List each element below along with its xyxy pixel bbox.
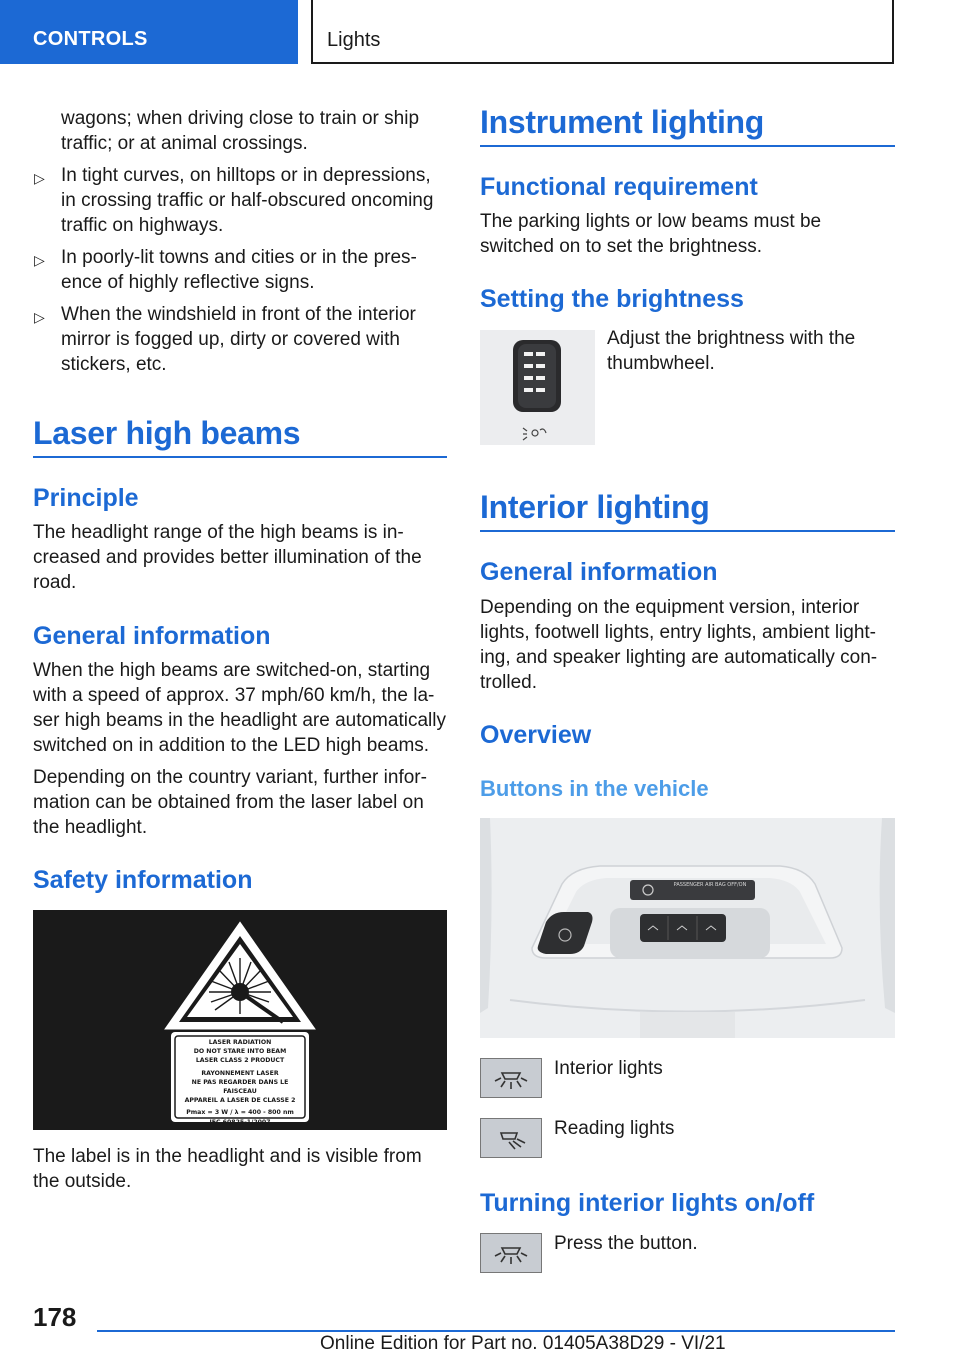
laser-label-line: LASER CLASS 2 PRODUCT [195,1057,285,1065]
bullet-1-line-3: traffic on highways. [61,215,224,236]
laser-label-line: IEC 60825-1/2007 [209,1118,271,1126]
console-label-offon: OFF/ON [727,882,747,888]
console-label-passenger: PASSENGER [673,882,704,888]
thumbwheel-icon [480,330,595,445]
continuation-line-1: wagons; when driving close to train or ship [61,108,420,129]
bullet-3-line-3: stickers, etc. [61,354,167,375]
interior-lights-label: Interior lights [554,1058,663,1079]
footer-rule [97,1330,895,1332]
laser-label-line: RAYONNEMENT LASER [201,1069,279,1077]
interior-general-line-1: Depending on the equipment version, interior [480,597,860,618]
section-label: CONTROLS [33,28,148,50]
general-p1-line-3: ser high beams in the headlight are automatically [33,710,446,731]
reading-light-icon [481,1119,541,1157]
reading-lights-label: Reading lights [554,1118,675,1139]
setting-line-2: thumbwheel. [607,353,715,374]
setting-brightness-heading: Setting the brightness [480,285,744,313]
bullet-2-line-2: ence of highly reflective signs. [61,272,315,293]
chapter-label: Lights [327,29,381,51]
bullet-icon: ▷ [34,309,45,325]
label-caption-line-1: The label is in the headlight and is visible from [33,1146,422,1167]
instrument-lighting-heading: Instrument lighting [480,104,765,140]
general-p1-line-1: When the high beams are switched-on, starting [33,660,431,681]
bullet-icon: ▷ [34,252,45,268]
bullet-1-line-2: in crossing traffic or half-obscured oncoming [61,190,434,211]
label-caption-line-2: the outside. [33,1171,132,1192]
principle-heading: Principle [33,484,139,512]
general-p2-line-2: mation can be obtained from the laser label on [33,792,424,813]
general-p2-line-3: the headlight. [33,817,148,838]
bullet-3-line-2: mirror is fogged up, dirty or covered with [61,329,400,350]
functional-requirement-heading: Functional requirement [480,173,758,201]
bullet-1-line-1: In tight curves, on hilltops or in depressions, [61,165,431,186]
heading-rule [480,530,895,532]
heading-rule [33,456,447,458]
press-button-text: Press the button. [554,1233,698,1254]
bullet-icon: ▷ [34,170,45,186]
interior-general-heading: General information [480,558,718,586]
chapter-header [311,0,894,64]
general-info-heading: General information [33,622,271,650]
thumbwheel-image [480,330,595,445]
buttons-in-vehicle-heading: Buttons in the vehicle [480,776,709,801]
bullet-3-line-1: When the windshield in front of the interior [61,304,416,325]
heading-rule [480,145,895,147]
edition-text: Online Edition for Part no. 01405A38D29 - VI/21 [320,1333,726,1354]
laser-label-line: DO NOT STARE INTO BEAM [193,1048,287,1056]
interior-general-line-4: trolled. [480,672,538,693]
safety-info-heading: Safety information [33,866,253,894]
turning-lights-heading: Turning interior lights on/off [480,1189,815,1217]
laser-label-line: Pmax = 3 W / λ = 400 - 800 nm [186,1109,294,1117]
setting-line-1: Adjust the brightness with the [607,328,856,349]
general-p1-line-4: switched on in addition to the LED high beams. [33,735,430,756]
console-label-airbag: AIR BAG [705,882,726,888]
dome-light-icon [481,1234,541,1272]
overhead-console-image [480,818,895,1038]
overhead-console-illustration [480,818,895,1038]
interior-lights-button-icon [480,1233,542,1273]
dome-light-icon [481,1059,541,1097]
principle-line-1: The headlight range of the high beams is in- [33,522,404,543]
interior-general-line-2: lights, footwell lights, entry lights, ambient light- [480,622,877,643]
laser-label-line: APPAREIL A LASER DE CLASSE 2 [184,1097,296,1105]
interior-lights-button-icon [480,1058,542,1098]
interior-general-line-3: ing, and speaker lighting are automatically con- [480,647,878,668]
laser-high-beams-heading: Laser high beams [33,415,301,451]
general-p2-line-1: Depending on the country variant, further infor- [33,767,427,788]
interior-lighting-heading: Interior lighting [480,489,710,525]
laser-label-line: LASER RADIATION [208,1039,272,1046]
principle-line-3: road. [33,572,77,593]
reading-lights-button-icon [480,1118,542,1158]
principle-line-2: creased and provides better illumination of the [33,547,422,568]
functional-line-1: The parking lights or low beams must be [480,211,822,232]
general-p1-line-2: with a speed of approx. 37 mph/60 km/h, the la- [33,685,435,706]
continuation-line-2: traffic; or at animal crossings. [61,133,308,154]
laser-label-image [33,910,447,1130]
functional-line-2: switched on to set the brightness. [480,236,762,257]
section-tab [0,0,298,64]
overview-heading: Overview [480,721,592,749]
bullet-2-line-1: In poorly-lit towns and cities or in the pres- [61,247,417,268]
page-number: 178 [33,1302,77,1332]
laser-label-line: NE PAS REGARDER DANS LE FAISCEAU [191,1078,289,1096]
